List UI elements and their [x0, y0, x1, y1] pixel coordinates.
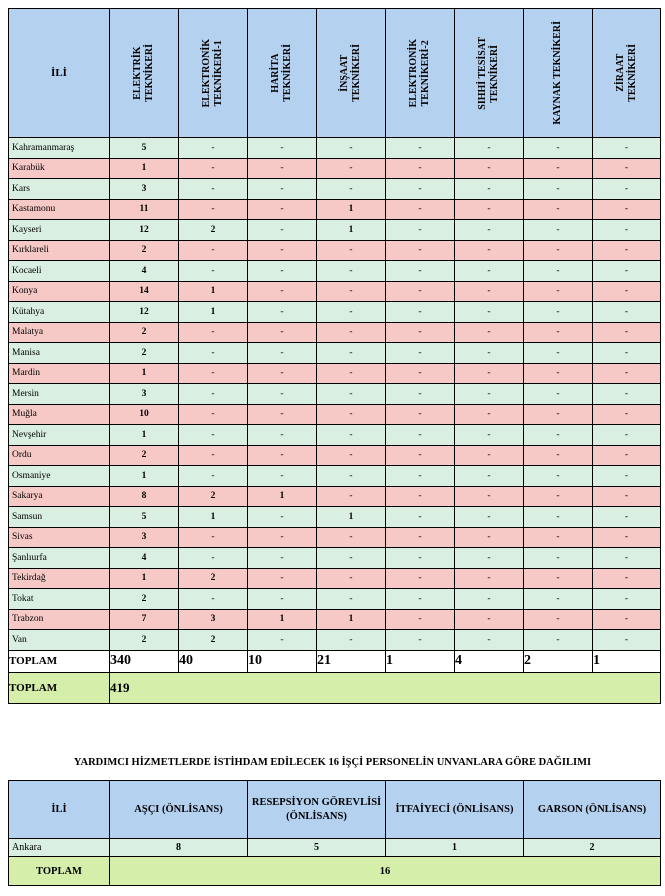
value-cell: 11 — [110, 199, 179, 220]
value-cell: - — [248, 302, 317, 323]
province-cell: Ankara — [9, 839, 110, 857]
value-cell: - — [593, 322, 661, 343]
value-cell: - — [524, 609, 593, 630]
value-cell: - — [524, 322, 593, 343]
value-cell: - — [317, 568, 386, 589]
value-cell: - — [455, 179, 524, 200]
value-cell: - — [524, 220, 593, 241]
province-cell: Mardin — [9, 363, 110, 384]
value-cell: 1 — [317, 507, 386, 528]
value-cell: 1 — [248, 609, 317, 630]
value-cell: 3 — [110, 179, 179, 200]
value-cell: 1 — [179, 507, 248, 528]
value-cell: - — [179, 240, 248, 261]
value-cell: - — [386, 240, 455, 261]
value-cell: - — [248, 281, 317, 302]
value-cell: 1 — [179, 302, 248, 323]
value-cell: - — [455, 445, 524, 466]
province-cell: Malatya — [9, 322, 110, 343]
province-cell: Osmaniye — [9, 466, 110, 487]
value-cell: 2 — [179, 486, 248, 507]
table-row — [9, 425, 661, 446]
value-cell: - — [593, 548, 661, 569]
value-cell: - — [179, 445, 248, 466]
header-garson: GARSON (ÖNLİSANS) — [524, 781, 661, 839]
total-value: 1 — [593, 650, 661, 672]
header-ziraat: ZİRAAT TEKNİKERİ — [593, 9, 661, 138]
value-cell: - — [524, 425, 593, 446]
value-cell: - — [248, 630, 317, 651]
value-cell: - — [593, 363, 661, 384]
value-cell: 1 — [110, 568, 179, 589]
value-cell: - — [524, 138, 593, 159]
value-cell: - — [386, 179, 455, 200]
value-cell: - — [179, 179, 248, 200]
header-elektronik-2: ELEKTRONİK TEKNİKERİ-2 — [386, 9, 455, 138]
value-cell: - — [524, 281, 593, 302]
value-cell: - — [248, 568, 317, 589]
value-cell: - — [317, 158, 386, 179]
value-cell: - — [248, 179, 317, 200]
value-cell: - — [455, 261, 524, 282]
value-cell: - — [524, 568, 593, 589]
total-label: TOPLAM — [9, 857, 110, 886]
value-cell: - — [455, 630, 524, 651]
value-cell: 1 — [110, 158, 179, 179]
value-cell: 5 — [110, 138, 179, 159]
value-cell: - — [317, 630, 386, 651]
value-cell: - — [455, 240, 524, 261]
province-cell: Muğla — [9, 404, 110, 425]
table-row — [9, 466, 661, 487]
value-cell: - — [455, 486, 524, 507]
value-cell: - — [593, 486, 661, 507]
value-cell: - — [524, 363, 593, 384]
province-cell: Sakarya — [9, 486, 110, 507]
value-cell: 1 — [110, 363, 179, 384]
value-cell: - — [386, 527, 455, 548]
table-row — [9, 363, 661, 384]
table-row — [9, 486, 661, 507]
value-cell: - — [524, 302, 593, 323]
table-row — [9, 527, 661, 548]
value-cell: 1 — [317, 199, 386, 220]
value-cell: - — [386, 466, 455, 487]
value-cell: 1 — [248, 486, 317, 507]
value-cell: - — [593, 527, 661, 548]
value-cell: - — [593, 609, 661, 630]
value-cell: - — [317, 281, 386, 302]
value-cell: - — [248, 343, 317, 364]
value-cell: - — [524, 589, 593, 610]
auxiliary-services-table — [8, 780, 661, 886]
value-cell: - — [524, 343, 593, 364]
value-cell: - — [593, 630, 661, 651]
value-cell: - — [386, 486, 455, 507]
value-cell: - — [248, 527, 317, 548]
value-cell: - — [593, 302, 661, 323]
value-cell: - — [386, 548, 455, 569]
value-cell: - — [248, 466, 317, 487]
total-value: 4 — [455, 650, 524, 672]
value-cell: 2 — [110, 589, 179, 610]
table-row — [9, 568, 661, 589]
value-cell: - — [593, 281, 661, 302]
header-elektronik-1: ELEKTRONİK TEKNİKERİ-1 — [179, 9, 248, 138]
value-cell: - — [593, 199, 661, 220]
main-distribution-table — [8, 8, 661, 704]
value-cell: - — [386, 138, 455, 159]
header-asci: AŞÇI (ÖNLİSANS) — [110, 781, 248, 839]
value-cell: - — [386, 261, 455, 282]
table-row — [9, 384, 661, 405]
table-row — [9, 343, 661, 364]
value-cell: - — [386, 322, 455, 343]
grand-total-row — [9, 672, 661, 703]
table-row — [9, 199, 661, 220]
province-cell: Nevşehir — [9, 425, 110, 446]
value-cell: - — [179, 343, 248, 364]
value-cell: - — [386, 384, 455, 405]
value-cell: - — [524, 630, 593, 651]
province-cell: Samsun — [9, 507, 110, 528]
province-cell: Trabzon — [9, 609, 110, 630]
header-row — [9, 781, 661, 839]
value-cell: 2 — [179, 568, 248, 589]
value-cell: - — [386, 507, 455, 528]
table-row — [9, 609, 661, 630]
value-cell: - — [455, 302, 524, 323]
value-cell: - — [593, 343, 661, 364]
value-cell: 5 — [110, 507, 179, 528]
province-cell: Karabük — [9, 158, 110, 179]
value-cell: - — [248, 138, 317, 159]
value-cell: 4 — [110, 548, 179, 569]
value-cell: - — [248, 261, 317, 282]
value-cell: 4 — [110, 261, 179, 282]
grand-total-value: 419 — [110, 672, 661, 703]
value-cell: - — [317, 343, 386, 364]
value-cell: - — [386, 302, 455, 323]
value-cell: - — [248, 507, 317, 528]
value-cell: 8 — [110, 839, 248, 857]
value-cell: - — [593, 179, 661, 200]
value-cell: 3 — [110, 527, 179, 548]
value-cell: - — [248, 158, 317, 179]
value-cell: - — [248, 445, 317, 466]
table-row — [9, 404, 661, 425]
table-row — [9, 220, 661, 241]
value-cell: - — [317, 404, 386, 425]
value-cell: 14 — [110, 281, 179, 302]
value-cell: - — [179, 138, 248, 159]
value-cell: - — [386, 199, 455, 220]
value-cell: - — [593, 138, 661, 159]
value-cell: - — [524, 384, 593, 405]
header-sihhi-tesisat: SIHHİ TESİSAT TEKNİKERİ — [455, 9, 524, 138]
province-cell: Van — [9, 630, 110, 651]
table-row — [9, 302, 661, 323]
value-cell: - — [317, 322, 386, 343]
value-cell: - — [524, 445, 593, 466]
province-cell: Kayseri — [9, 220, 110, 241]
table-row — [9, 281, 661, 302]
total-value: 1 — [386, 650, 455, 672]
value-cell: 2 — [179, 630, 248, 651]
province-cell: Kütahya — [9, 302, 110, 323]
total-value: 2 — [524, 650, 593, 672]
value-cell: - — [455, 322, 524, 343]
total-value: 10 — [248, 650, 317, 672]
table-body — [9, 138, 661, 651]
value-cell: - — [317, 302, 386, 323]
value-cell: - — [593, 261, 661, 282]
value-cell: - — [593, 568, 661, 589]
province-cell: Manisa — [9, 343, 110, 364]
value-cell: 7 — [110, 609, 179, 630]
value-cell: - — [455, 466, 524, 487]
table-row — [9, 589, 661, 610]
header-kaynak: KAYNAK TEKNİKERİ — [524, 9, 593, 138]
value-cell: - — [386, 445, 455, 466]
value-cell: - — [455, 589, 524, 610]
value-cell: - — [455, 281, 524, 302]
province-cell: Tekirdağ — [9, 568, 110, 589]
value-cell: - — [455, 527, 524, 548]
value-cell: 3 — [110, 384, 179, 405]
value-cell: 3 — [179, 609, 248, 630]
value-cell: - — [593, 507, 661, 528]
value-cell: - — [593, 425, 661, 446]
value-cell: - — [593, 589, 661, 610]
header-elektrik: ELEKTRİK TEKNİKERİ — [110, 9, 179, 138]
value-cell: - — [455, 363, 524, 384]
value-cell: - — [386, 281, 455, 302]
value-cell: - — [317, 384, 386, 405]
value-cell: - — [317, 589, 386, 610]
value-cell: 5 — [248, 839, 386, 857]
province-cell: Ordu — [9, 445, 110, 466]
value-cell: - — [386, 158, 455, 179]
totals-label: TOPLAM — [9, 650, 110, 672]
value-cell: - — [386, 363, 455, 384]
section-title: YARDIMCI HİZMETLERDE İSTİHDAM EDİLECEK 16 İŞÇİ PERSONELİN UNVANLARA GÖRE DAĞILIMI — [73, 757, 592, 768]
value-cell: - — [455, 384, 524, 405]
value-cell: - — [455, 199, 524, 220]
value-cell: 1 — [386, 839, 524, 857]
province-cell: Kars — [9, 179, 110, 200]
value-cell: - — [179, 404, 248, 425]
value-cell: - — [386, 568, 455, 589]
province-cell: Sivas — [9, 527, 110, 548]
header-province: İLİ — [9, 9, 110, 138]
table-row — [9, 158, 661, 179]
value-cell: - — [248, 199, 317, 220]
value-cell: 1 — [110, 466, 179, 487]
value-cell: 2 — [110, 240, 179, 261]
value-cell: - — [179, 322, 248, 343]
value-cell: - — [179, 425, 248, 446]
value-cell: - — [593, 240, 661, 261]
header-resepsiyon: RESEPSİYON GÖREVLİSİ (ÖNLİSANS) — [248, 781, 386, 839]
value-cell: - — [593, 384, 661, 405]
value-cell: - — [386, 589, 455, 610]
table-row — [9, 445, 661, 466]
value-cell: 2 — [179, 220, 248, 241]
value-cell: - — [455, 158, 524, 179]
value-cell: - — [386, 609, 455, 630]
value-cell: 10 — [110, 404, 179, 425]
value-cell: - — [524, 261, 593, 282]
value-cell: - — [317, 486, 386, 507]
totals-row — [9, 650, 661, 672]
province-cell: Tokat — [9, 589, 110, 610]
value-cell: - — [524, 199, 593, 220]
value-cell: 8 — [110, 486, 179, 507]
value-cell: - — [593, 445, 661, 466]
value-cell: - — [248, 220, 317, 241]
table-row — [9, 322, 661, 343]
value-cell: - — [317, 363, 386, 384]
value-cell: - — [317, 261, 386, 282]
value-cell: - — [386, 630, 455, 651]
value-cell: 1 — [110, 425, 179, 446]
province-cell: Kocaeli — [9, 261, 110, 282]
value-cell: 2 — [110, 630, 179, 651]
value-cell: - — [455, 404, 524, 425]
value-cell: - — [455, 343, 524, 364]
value-cell: 1 — [317, 220, 386, 241]
value-cell: - — [455, 138, 524, 159]
value-cell: - — [179, 548, 248, 569]
value-cell: - — [455, 425, 524, 446]
value-cell: - — [248, 589, 317, 610]
province-cell: Kastamonu — [9, 199, 110, 220]
value-cell: - — [455, 568, 524, 589]
value-cell: 2 — [524, 839, 661, 857]
value-cell: - — [593, 466, 661, 487]
value-cell: - — [593, 158, 661, 179]
header-insaat: İNŞAAT TEKNİKERİ — [317, 9, 386, 138]
value-cell: - — [317, 548, 386, 569]
value-cell: - — [317, 179, 386, 200]
table-row — [9, 179, 661, 200]
value-cell: - — [455, 609, 524, 630]
value-cell: - — [179, 527, 248, 548]
value-cell: 12 — [110, 220, 179, 241]
value-cell: - — [455, 220, 524, 241]
header-province: İLİ — [9, 781, 110, 839]
value-cell: - — [248, 363, 317, 384]
value-cell: 12 — [110, 302, 179, 323]
value-cell: - — [455, 507, 524, 528]
value-cell: - — [524, 466, 593, 487]
value-cell: - — [593, 220, 661, 241]
value-cell: - — [248, 404, 317, 425]
value-cell: - — [179, 158, 248, 179]
value-cell: - — [524, 507, 593, 528]
value-cell: - — [248, 322, 317, 343]
value-cell: - — [317, 466, 386, 487]
province-cell: Mersin — [9, 384, 110, 405]
value-cell: - — [317, 527, 386, 548]
province-cell: Şanlıurfa — [9, 548, 110, 569]
table-row — [9, 839, 661, 857]
value-cell: - — [455, 548, 524, 569]
table-row — [9, 548, 661, 569]
table-row — [9, 507, 661, 528]
header-row — [9, 9, 661, 138]
value-cell: - — [524, 486, 593, 507]
total-value: 16 — [110, 857, 661, 886]
value-cell: 1 — [317, 609, 386, 630]
value-cell: 2 — [110, 343, 179, 364]
value-cell: 2 — [110, 445, 179, 466]
value-cell: - — [317, 425, 386, 446]
header-harita: HARİTA TEKNİKERİ — [248, 9, 317, 138]
value-cell: - — [386, 343, 455, 364]
value-cell: - — [248, 384, 317, 405]
header-itfaiyeci: İTFAİYECİ (ÖNLİSANS) — [386, 781, 524, 839]
value-cell: - — [317, 138, 386, 159]
total-value: 40 — [179, 650, 248, 672]
value-cell: - — [179, 363, 248, 384]
value-cell: - — [248, 425, 317, 446]
grand-total-label: TOPLAM — [9, 672, 110, 703]
value-cell: - — [248, 548, 317, 569]
value-cell: - — [317, 240, 386, 261]
value-cell: - — [179, 466, 248, 487]
province-cell: Kahramanmaraş — [9, 138, 110, 159]
value-cell: - — [179, 589, 248, 610]
table-row — [9, 138, 661, 159]
total-value: 340 — [110, 650, 179, 672]
value-cell: 2 — [110, 322, 179, 343]
value-cell: - — [524, 404, 593, 425]
province-cell: Kırklareli — [9, 240, 110, 261]
value-cell: - — [179, 384, 248, 405]
value-cell: - — [524, 179, 593, 200]
total-value: 21 — [317, 650, 386, 672]
value-cell: - — [524, 527, 593, 548]
value-cell: - — [386, 404, 455, 425]
value-cell: 1 — [179, 281, 248, 302]
table-row — [9, 261, 661, 282]
value-cell: - — [593, 404, 661, 425]
value-cell: - — [317, 445, 386, 466]
province-cell: Konya — [9, 281, 110, 302]
value-cell: - — [524, 240, 593, 261]
value-cell: - — [386, 425, 455, 446]
value-cell: - — [524, 158, 593, 179]
value-cell: - — [386, 220, 455, 241]
table-row — [9, 630, 661, 651]
value-cell: - — [179, 261, 248, 282]
table-row — [9, 240, 661, 261]
total-row — [9, 857, 661, 886]
value-cell: - — [179, 199, 248, 220]
value-cell: - — [248, 240, 317, 261]
value-cell: - — [524, 548, 593, 569]
